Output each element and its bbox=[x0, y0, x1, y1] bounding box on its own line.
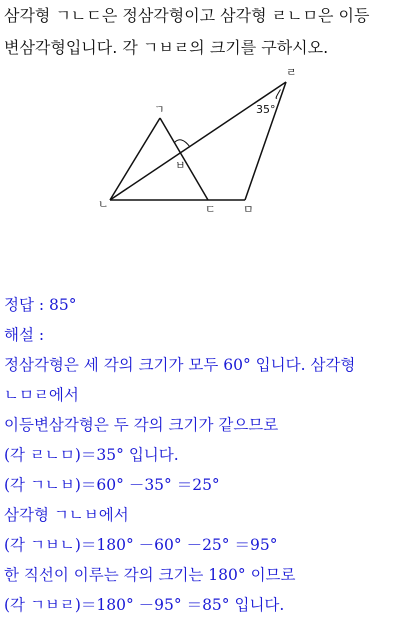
question-line-2: 변삼각형입니다. 각 ㄱㅂㄹ의 크기를 구하시오. bbox=[4, 38, 329, 57]
solution-line: 한 직선이 이루는 각의 크기는 180° 이므로 bbox=[4, 566, 296, 584]
solution-line: 정삼각형은 세 각의 크기가 모두 60° 입니다. 삼각형 bbox=[4, 356, 356, 374]
solution-block bbox=[4, 290, 398, 620]
solution-line: (각 ㄹㄴㅁ)＝35° 입니다. bbox=[4, 446, 179, 464]
angle-arc-rieul bbox=[276, 90, 280, 99]
label-angle-35: 35° bbox=[256, 103, 276, 116]
label-mieum: ㅁ bbox=[243, 203, 254, 216]
label-digeut: ㄷ bbox=[205, 203, 216, 216]
edge-nieun-giyeok bbox=[110, 118, 160, 200]
edge-mieum-rieul bbox=[245, 82, 286, 200]
solution-line: (각 ㄱㅂㄴ)＝180° －60° －25° ＝95° bbox=[4, 536, 278, 554]
label-bieup: ㅂ bbox=[175, 159, 186, 172]
label-rieul: ㄹ bbox=[286, 66, 297, 79]
answer-line: 정답 : 85° bbox=[4, 296, 77, 314]
solution-line: 이등변삼각형은 두 각의 크기가 같으므로 bbox=[4, 416, 279, 434]
label-nieun: ㄴ bbox=[98, 198, 109, 211]
solution-line: (각 ㄱㅂㄹ)＝180° －95° ＝85° 입니다. bbox=[4, 596, 285, 614]
triangle-figure bbox=[0, 60, 400, 220]
solution-line: 삼각형 ㄱㄴㅂ에서 bbox=[4, 506, 129, 524]
question-line-1: 삼각형 ㄱㄴㄷ은 정삼각형이고 삼각형 ㄹㄴㅁ은 이등 bbox=[4, 6, 370, 25]
label-giyeok: ㄱ bbox=[154, 103, 165, 116]
solution-line: (각 ㄱㄴㅂ)＝60° －35° ＝25° bbox=[4, 476, 220, 494]
question-text bbox=[4, 0, 398, 64]
solution-heading: 해설 : bbox=[4, 326, 45, 344]
solution-line: ㄴㅁㄹ에서 bbox=[4, 386, 79, 404]
